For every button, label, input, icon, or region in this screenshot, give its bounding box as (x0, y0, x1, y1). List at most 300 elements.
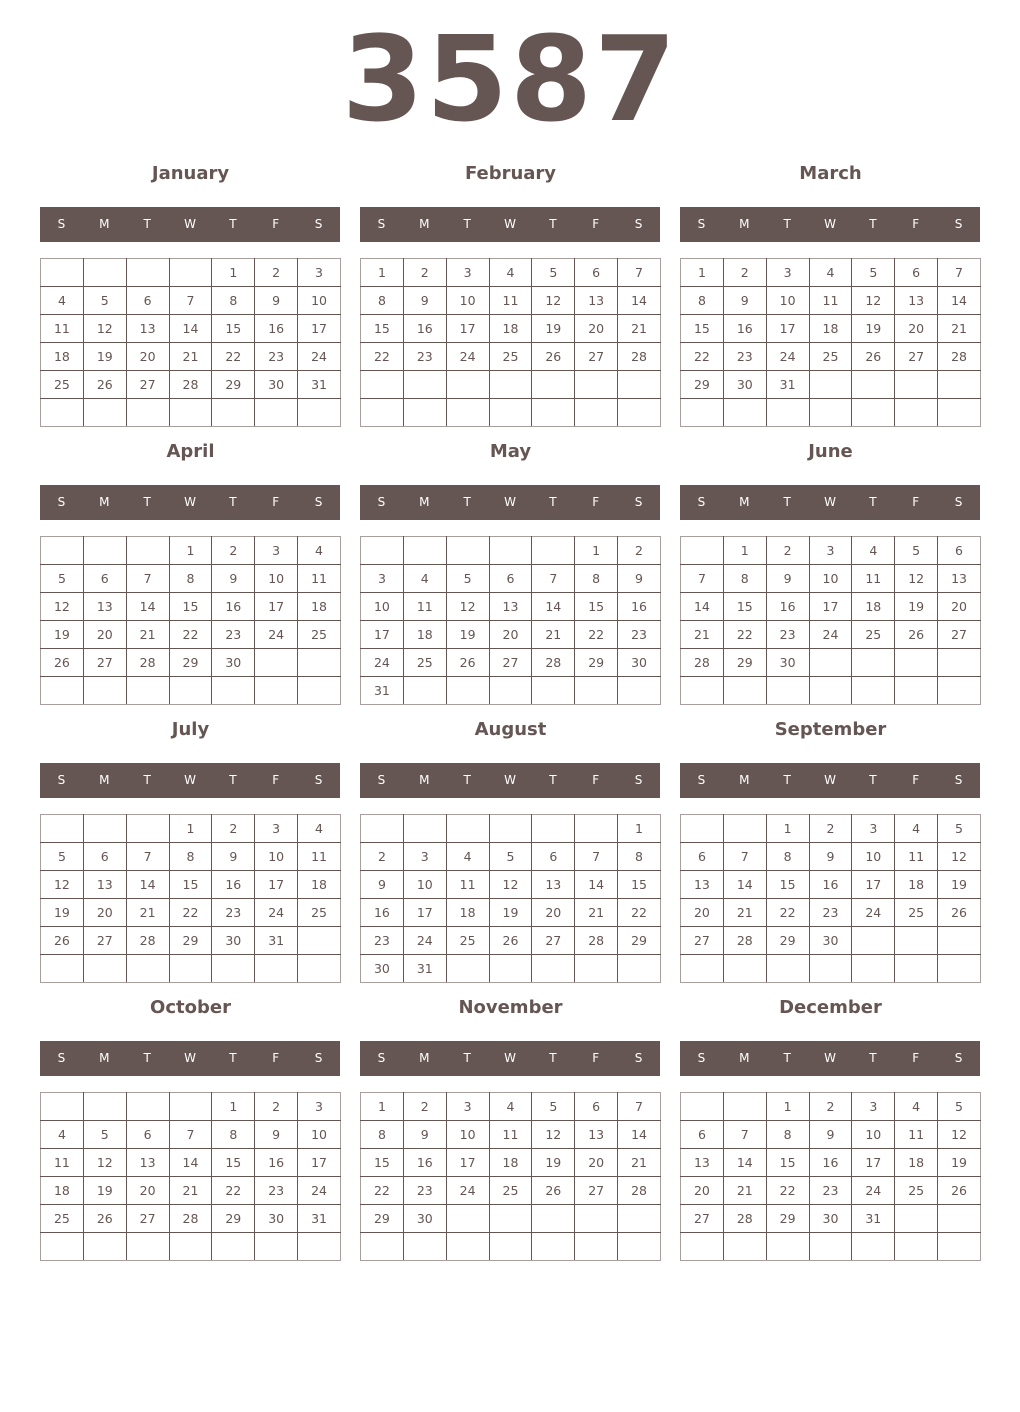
day-cell: 22 (169, 899, 212, 927)
day-cell: 2 (361, 843, 404, 871)
day-cell: 12 (41, 871, 84, 899)
day-cell: 31 (403, 955, 446, 983)
day-cell: 12 (852, 287, 895, 315)
week-row (361, 955, 661, 983)
week-row (41, 1093, 341, 1121)
day-cell: 5 (489, 843, 532, 871)
day-cell: 15 (723, 593, 766, 621)
day-cell: 14 (723, 1149, 766, 1177)
day-grid (360, 1092, 661, 1261)
day-cell (298, 649, 341, 677)
weekday-label: S (634, 1051, 643, 1065)
day-cell: 18 (895, 1149, 938, 1177)
day-cell: 30 (766, 649, 809, 677)
day-cell: 4 (852, 537, 895, 565)
day-cell: 23 (255, 343, 298, 371)
day-cell: 29 (618, 927, 661, 955)
day-cell: 19 (83, 1177, 126, 1205)
weekday-label: T (549, 773, 557, 787)
day-cell: 28 (575, 927, 618, 955)
day-cell: 17 (766, 315, 809, 343)
day-cell: 5 (852, 259, 895, 287)
day-cell (681, 1233, 724, 1261)
day-cell: 28 (169, 1205, 212, 1233)
day-cell: 16 (618, 593, 661, 621)
day-cell (766, 399, 809, 427)
weekday-label: W (184, 495, 196, 509)
month-title: February (464, 163, 557, 184)
week-row (681, 1205, 981, 1233)
day-cell: 18 (489, 1149, 532, 1177)
day-cell: 14 (169, 1149, 212, 1177)
weekday-label: T (783, 773, 791, 787)
weekday-header (680, 1041, 980, 1076)
day-cell: 2 (255, 1093, 298, 1121)
day-grid (680, 536, 981, 705)
week-row (681, 871, 981, 899)
day-grid (360, 814, 661, 983)
day-cell: 8 (766, 843, 809, 871)
weekday-label: T (869, 773, 877, 787)
day-cell: 8 (169, 565, 212, 593)
weekday-label: T (229, 495, 237, 509)
week-row (681, 1093, 981, 1121)
day-cell (83, 1233, 126, 1261)
day-cell: 30 (403, 1205, 446, 1233)
day-cell: 23 (212, 899, 255, 927)
day-cell (532, 677, 575, 705)
day-cell: 4 (446, 843, 489, 871)
weekday-label: T (549, 217, 557, 231)
week-row (41, 593, 341, 621)
week-row (41, 1177, 341, 1205)
day-cell (126, 815, 169, 843)
day-cell: 19 (446, 621, 489, 649)
day-cell: 25 (809, 343, 852, 371)
day-cell: 10 (255, 565, 298, 593)
weekday-header (360, 1041, 660, 1076)
day-cell (298, 677, 341, 705)
day-cell: 10 (255, 843, 298, 871)
weekday-label: F (912, 495, 920, 509)
day-cell (895, 399, 938, 427)
day-cell: 16 (766, 593, 809, 621)
day-cell: 21 (169, 1177, 212, 1205)
weekday-label: S (697, 773, 706, 787)
day-cell (41, 537, 84, 565)
day-cell: 13 (681, 1149, 724, 1177)
week-row (681, 677, 981, 705)
day-cell: 6 (575, 1093, 618, 1121)
day-cell: 2 (723, 259, 766, 287)
day-cell: 5 (938, 815, 981, 843)
day-cell (723, 1233, 766, 1261)
day-cell (852, 677, 895, 705)
day-cell (938, 677, 981, 705)
week-row (41, 287, 341, 315)
weekday-label: M (99, 495, 110, 509)
day-cell: 12 (532, 287, 575, 315)
day-cell: 21 (681, 621, 724, 649)
weekday-label: T (143, 217, 151, 231)
weekday-header (360, 485, 660, 520)
day-cell: 7 (938, 259, 981, 287)
day-cell (403, 1233, 446, 1261)
day-cell (83, 537, 126, 565)
day-cell (255, 677, 298, 705)
week-row (41, 315, 341, 343)
weekday-header (40, 207, 340, 242)
day-cell (446, 399, 489, 427)
day-cell: 6 (532, 843, 575, 871)
day-cell: 15 (766, 871, 809, 899)
day-cell: 8 (681, 287, 724, 315)
week-row (681, 621, 981, 649)
day-cell: 20 (126, 1177, 169, 1205)
day-cell (489, 399, 532, 427)
day-cell: 3 (255, 537, 298, 565)
day-cell (723, 1093, 766, 1121)
day-grid (360, 536, 661, 705)
weekday-label: W (184, 773, 196, 787)
week-row (361, 315, 661, 343)
day-cell: 13 (532, 871, 575, 899)
day-cell: 16 (361, 899, 404, 927)
day-cell (575, 1233, 618, 1261)
day-cell: 5 (446, 565, 489, 593)
day-cell (532, 955, 575, 983)
weekday-header (40, 763, 340, 798)
day-cell: 12 (895, 565, 938, 593)
day-cell: 13 (83, 593, 126, 621)
day-cell: 14 (618, 1121, 661, 1149)
day-cell: 9 (212, 843, 255, 871)
day-cell: 1 (212, 259, 255, 287)
day-cell: 7 (618, 1093, 661, 1121)
day-cell: 2 (403, 259, 446, 287)
day-cell: 22 (766, 1177, 809, 1205)
day-cell: 26 (895, 621, 938, 649)
day-cell: 17 (403, 899, 446, 927)
day-cell: 24 (446, 1177, 489, 1205)
day-cell: 10 (852, 843, 895, 871)
day-cell: 27 (938, 621, 981, 649)
day-cell (766, 1233, 809, 1261)
day-cell (169, 1093, 212, 1121)
day-cell: 9 (809, 1121, 852, 1149)
week-row (41, 871, 341, 899)
weekday-label: T (463, 773, 471, 787)
day-cell: 29 (723, 649, 766, 677)
day-cell: 19 (895, 593, 938, 621)
day-grid (680, 1092, 981, 1261)
day-cell: 12 (446, 593, 489, 621)
day-cell: 17 (298, 315, 341, 343)
day-cell: 20 (83, 899, 126, 927)
day-cell: 5 (895, 537, 938, 565)
day-cell: 24 (361, 649, 404, 677)
weekday-label: S (314, 495, 323, 509)
day-cell: 4 (403, 565, 446, 593)
day-cell: 30 (361, 955, 404, 983)
week-row (41, 815, 341, 843)
day-cell: 8 (575, 565, 618, 593)
day-cell: 21 (169, 343, 212, 371)
week-row (361, 649, 661, 677)
day-cell (126, 955, 169, 983)
week-row (41, 843, 341, 871)
day-cell: 18 (446, 899, 489, 927)
weekday-label: S (314, 217, 323, 231)
weekday-header (40, 485, 340, 520)
weekday-label: T (549, 495, 557, 509)
day-cell: 11 (298, 843, 341, 871)
day-cell: 20 (489, 621, 532, 649)
day-cell: 16 (403, 1149, 446, 1177)
day-cell (618, 371, 661, 399)
day-cell: 11 (895, 843, 938, 871)
week-row (41, 1233, 341, 1261)
day-cell: 24 (852, 899, 895, 927)
day-cell (41, 1233, 84, 1261)
day-cell (489, 1205, 532, 1233)
month-title: December (779, 997, 882, 1018)
day-cell: 11 (852, 565, 895, 593)
year-title: 3587 (341, 10, 679, 148)
day-cell: 26 (938, 1177, 981, 1205)
week-row (681, 1149, 981, 1177)
day-cell (403, 537, 446, 565)
day-cell: 15 (766, 1149, 809, 1177)
day-cell: 15 (575, 593, 618, 621)
day-cell: 9 (766, 565, 809, 593)
day-cell: 19 (41, 899, 84, 927)
day-cell: 28 (618, 1177, 661, 1205)
day-cell: 27 (681, 1205, 724, 1233)
day-cell: 19 (532, 1149, 575, 1177)
day-cell: 8 (212, 1121, 255, 1149)
day-cell (809, 677, 852, 705)
month-title: August (474, 719, 547, 740)
day-cell: 18 (41, 1177, 84, 1205)
month-title: November (458, 997, 563, 1018)
week-row (681, 343, 981, 371)
day-cell: 2 (766, 537, 809, 565)
day-cell: 16 (212, 871, 255, 899)
day-cell: 22 (212, 1177, 255, 1205)
day-cell: 9 (723, 287, 766, 315)
week-row (681, 259, 981, 287)
weekday-label: T (549, 1051, 557, 1065)
day-cell: 26 (532, 1177, 575, 1205)
day-cell: 7 (126, 843, 169, 871)
day-cell (618, 955, 661, 983)
day-cell (83, 677, 126, 705)
day-cell: 29 (361, 1205, 404, 1233)
day-cell: 21 (532, 621, 575, 649)
day-cell (298, 955, 341, 983)
day-cell (126, 677, 169, 705)
day-cell: 30 (809, 1205, 852, 1233)
day-cell: 12 (938, 843, 981, 871)
week-row (681, 1177, 981, 1205)
weekday-label: T (229, 1051, 237, 1065)
week-row (681, 315, 981, 343)
day-cell: 7 (169, 1121, 212, 1149)
week-row (361, 1177, 661, 1205)
day-cell (532, 399, 575, 427)
day-cell: 23 (212, 621, 255, 649)
day-cell: 13 (938, 565, 981, 593)
day-cell: 3 (852, 815, 895, 843)
week-row (681, 1233, 981, 1261)
day-cell: 31 (298, 371, 341, 399)
day-cell: 13 (575, 287, 618, 315)
day-cell: 10 (361, 593, 404, 621)
day-cell: 1 (212, 1093, 255, 1121)
day-cell: 20 (895, 315, 938, 343)
day-cell: 30 (212, 649, 255, 677)
day-cell (532, 815, 575, 843)
day-cell: 12 (41, 593, 84, 621)
week-row (361, 259, 661, 287)
day-cell (852, 955, 895, 983)
weekday-label: F (912, 773, 920, 787)
day-cell: 29 (575, 649, 618, 677)
day-cell: 23 (809, 1177, 852, 1205)
day-cell: 18 (41, 343, 84, 371)
day-cell: 18 (298, 593, 341, 621)
day-cell: 11 (809, 287, 852, 315)
day-cell (681, 815, 724, 843)
day-cell: 17 (809, 593, 852, 621)
week-row (41, 343, 341, 371)
day-cell (169, 1233, 212, 1261)
month-title: May (489, 441, 532, 462)
weekday-label: S (697, 495, 706, 509)
day-cell: 26 (41, 927, 84, 955)
month-title: March (799, 163, 862, 184)
day-cell (446, 537, 489, 565)
day-cell: 4 (895, 1093, 938, 1121)
weekday-label: W (824, 495, 836, 509)
day-cell: 24 (298, 343, 341, 371)
weekday-label: T (783, 495, 791, 509)
week-row (41, 1205, 341, 1233)
day-cell: 15 (169, 871, 212, 899)
week-row (681, 371, 981, 399)
day-cell: 11 (41, 315, 84, 343)
day-cell (575, 815, 618, 843)
day-cell (83, 399, 126, 427)
day-cell: 10 (766, 287, 809, 315)
day-grid (40, 814, 341, 983)
weekday-label: F (592, 495, 600, 509)
week-row (361, 343, 661, 371)
day-cell: 11 (489, 1121, 532, 1149)
weekday-label: W (504, 217, 516, 231)
weekday-label: W (184, 1051, 196, 1065)
day-cell: 11 (403, 593, 446, 621)
day-grid (360, 258, 661, 427)
day-cell: 29 (212, 1205, 255, 1233)
day-grid (680, 814, 981, 983)
week-row (41, 927, 341, 955)
day-cell (681, 537, 724, 565)
day-cell: 25 (852, 621, 895, 649)
day-cell (895, 955, 938, 983)
day-cell: 20 (126, 343, 169, 371)
weekday-label: S (954, 1051, 963, 1065)
day-cell: 25 (489, 343, 532, 371)
day-cell (895, 649, 938, 677)
day-cell: 29 (681, 371, 724, 399)
day-cell: 15 (618, 871, 661, 899)
weekday-label: S (697, 217, 706, 231)
day-cell (766, 955, 809, 983)
day-cell: 23 (403, 1177, 446, 1205)
day-cell: 1 (361, 1093, 404, 1121)
day-cell: 30 (723, 371, 766, 399)
day-cell: 12 (938, 1121, 981, 1149)
day-cell (618, 1233, 661, 1261)
day-cell: 6 (681, 1121, 724, 1149)
day-cell: 12 (489, 871, 532, 899)
day-cell: 4 (298, 815, 341, 843)
day-cell: 24 (255, 899, 298, 927)
day-cell: 27 (575, 1177, 618, 1205)
day-cell: 27 (681, 927, 724, 955)
day-cell: 17 (446, 1149, 489, 1177)
weekday-label: T (463, 1051, 471, 1065)
week-row (361, 399, 661, 427)
week-row (361, 677, 661, 705)
day-cell: 13 (126, 315, 169, 343)
day-cell: 24 (766, 343, 809, 371)
day-cell: 20 (681, 899, 724, 927)
day-cell: 13 (489, 593, 532, 621)
weekday-label: T (229, 773, 237, 787)
day-cell: 15 (361, 1149, 404, 1177)
day-cell: 22 (575, 621, 618, 649)
day-cell: 11 (446, 871, 489, 899)
weekday-label: M (419, 773, 430, 787)
day-cell: 16 (255, 315, 298, 343)
week-row (361, 1233, 661, 1261)
day-cell: 10 (298, 1121, 341, 1149)
weekday-label: T (463, 217, 471, 231)
week-row (361, 1205, 661, 1233)
day-cell (489, 1233, 532, 1261)
day-cell (255, 399, 298, 427)
day-cell: 9 (618, 565, 661, 593)
day-cell: 8 (212, 287, 255, 315)
week-row (41, 649, 341, 677)
day-cell (446, 1233, 489, 1261)
day-cell (169, 677, 212, 705)
day-cell: 3 (298, 259, 341, 287)
day-cell (489, 677, 532, 705)
weekday-label: S (377, 495, 386, 509)
day-cell: 18 (298, 871, 341, 899)
weekday-label: S (377, 773, 386, 787)
weekday-label: F (912, 1051, 920, 1065)
day-cell (852, 371, 895, 399)
day-grid (680, 258, 981, 427)
day-cell (618, 677, 661, 705)
day-cell: 27 (532, 927, 575, 955)
day-cell (809, 955, 852, 983)
